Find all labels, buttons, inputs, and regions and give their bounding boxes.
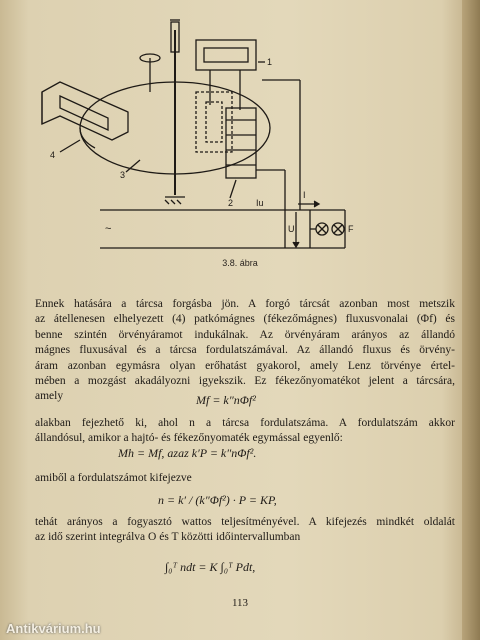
formula-rotation-speed: n = k′ / (k″Φf²) · P = KP, bbox=[158, 493, 277, 507]
watermark: Antikvárium.hu bbox=[6, 621, 101, 636]
text-line: állandósul, amikor a hajtó- és fékezőnyomaték egymással egyenlő: bbox=[35, 432, 343, 445]
page-number: 113 bbox=[231, 597, 249, 609]
text-line: tehát arányos a fogyasztó wattos teljesítményével. A kifejezés mindkét oldalát bbox=[35, 516, 455, 528]
label-current: I bbox=[303, 190, 306, 200]
figure-caption: 3.8. ábra bbox=[222, 258, 258, 268]
energy-meter-diagram bbox=[0, 0, 480, 270]
text-line: Ennek hatására a tárcsa forgásba jön. A forgó tárcsát azonban most metszik bbox=[35, 298, 455, 310]
paragraph-2 bbox=[35, 416, 455, 447]
text-line: áram azonban egymásra olyan erőhatást gyakorol, amely Lenz törvénye értel- bbox=[35, 359, 455, 372]
label-iu: Iu bbox=[256, 198, 264, 208]
label-4: 4 bbox=[50, 150, 56, 160]
formula-equilibrium: Mh = Mf, azaz k′P = k″nΦf². bbox=[118, 446, 257, 460]
formula-integral: ∫₀ᵀ ndt = K ∫₀ᵀ Pdt, bbox=[165, 560, 256, 574]
text-line: az átellenesen elhelyezett (4) patkómágnes (fékezőmágnes) fluxusvonalai (Φf) és bbox=[35, 313, 455, 326]
brake-magnet bbox=[42, 82, 128, 140]
label-1: 1 bbox=[267, 57, 273, 67]
paragraph-4 bbox=[35, 515, 455, 546]
text-line: benne szintén örvényáramot indukálnak. Az örvényáram arányos az állandó bbox=[35, 328, 455, 341]
text-line: amely bbox=[35, 390, 64, 403]
label-3: 3 bbox=[120, 170, 126, 180]
text-line: az idő szerint integrálva O és T közötti időintervallumban bbox=[35, 531, 301, 544]
paragraph-1 bbox=[35, 297, 455, 405]
text-line: mében a mozgást akadályozni igyekszik. Ez fékezőnyomatékot jelent a tárcsára, bbox=[35, 375, 455, 388]
label-ac: ~ bbox=[105, 223, 112, 235]
text-line: mágnes fluxusával és a tárcsa fordulatszámával. Az állandó fluxus és örvény- bbox=[35, 344, 455, 357]
label-f: F bbox=[348, 224, 354, 234]
formula-brake-torque: Mf = k″nΦf² bbox=[196, 393, 256, 407]
current-coil bbox=[226, 108, 256, 178]
paragraph-3: amiből a fordulatszámot kifejezve bbox=[35, 472, 192, 484]
label-2: 2 bbox=[228, 198, 234, 208]
label-voltage: U bbox=[288, 224, 295, 234]
text-line: alakban fejezhető ki, ahol n a tárcsa fordulatszáma. A fordulatszám akkor bbox=[35, 417, 455, 429]
voltage-coil bbox=[196, 40, 256, 70]
